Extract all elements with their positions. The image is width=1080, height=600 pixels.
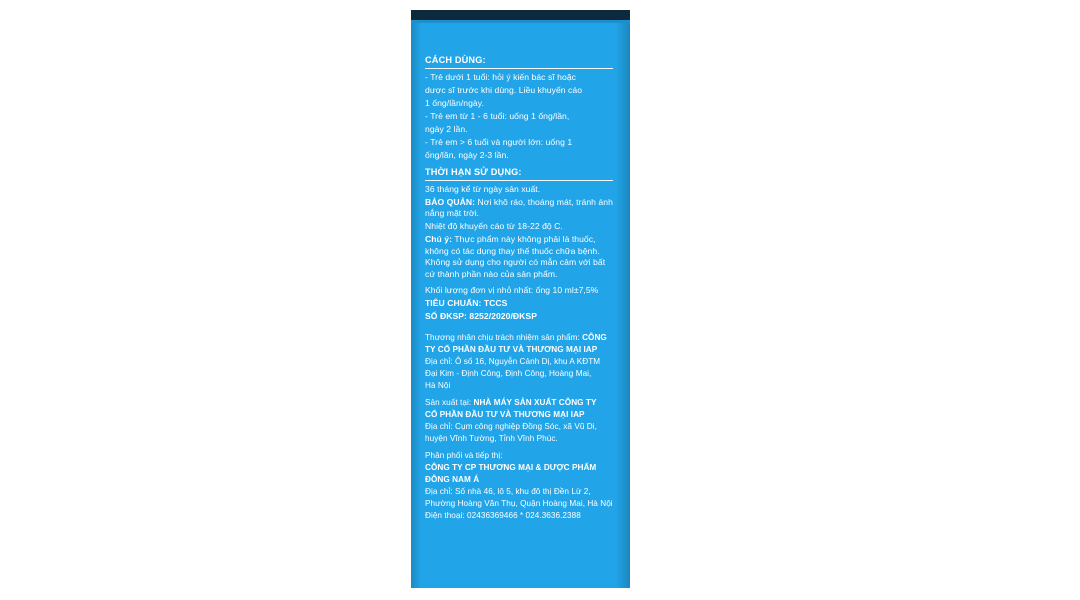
note-block: [425, 234, 613, 280]
phone-label: Điện thoại:: [425, 511, 468, 521]
registration-block: [425, 311, 613, 322]
address-text: Ô số 16, Nguyễn Cảnh Dị, khu A KĐTM: [455, 357, 601, 367]
storage-heading: BẢO QUẢN:: [425, 197, 476, 208]
responsible-party-line: [425, 332, 613, 343]
storage-temperature: Nhiệt độ khuyến cáo từ 18-22 độ C.: [425, 221, 563, 232]
note-heading: Chú ý:: [425, 234, 453, 245]
manufacturer-company: CỔ PHẦN ĐẦU TƯ VÀ THƯƠNG MẠI IAP: [425, 410, 585, 420]
address-label: Địa chỉ:: [425, 357, 456, 367]
registration-heading: SỐ ĐKSP:: [425, 311, 467, 322]
carton-right-shading: [616, 23, 630, 588]
responsible-party-company: TY CỔ PHẦN ĐẦU TƯ VÀ THƯƠNG MẠI IAP: [425, 345, 598, 355]
manufacturer-label: Sản xuất tại:: [425, 398, 474, 408]
address-text: Cụm công nghiệp Đồng Sóc, xã Vũ Di,: [455, 422, 597, 432]
product-carton-side-panel: [411, 10, 630, 588]
usage-heading: CÁCH DÙNG:: [425, 55, 486, 65]
address-label: Địa chỉ:: [425, 422, 456, 432]
registration-value: 8252/2020/ĐKSP: [466, 311, 537, 322]
distributor-phone-line: [425, 510, 613, 521]
usage-line: ống/lần, ngày 2-3 lần.: [425, 149, 509, 160]
carton-top-edge: [411, 10, 630, 23]
usage-divider: [425, 68, 613, 69]
distributor-label: Phân phối và tiếp thị:: [425, 451, 503, 461]
usage-line: - Trẻ em từ 1 - 6 tuổi: uống 1 ống/lần,: [425, 111, 570, 122]
storage-block: [425, 197, 613, 220]
shelf-life-heading: THỜI HẠN SỬ DỤNG:: [425, 166, 522, 177]
carton-left-shading: [411, 23, 421, 588]
phone-value: 02436369466 * 024.3636.2388: [467, 511, 581, 521]
responsible-party-label: Thương nhân chịu trách nhiệm sản phẩm:: [425, 333, 583, 343]
distributor-address-line: [425, 486, 613, 497]
standard-value: TCCS: [481, 298, 508, 309]
usage-lines: [425, 72, 613, 161]
manufacturer-line: [425, 397, 613, 408]
address-text: Phường Hoàng Văn Thụ, Quận Hoàng Mai, Hà Nội: [425, 499, 613, 509]
label-text-column: [425, 55, 613, 522]
usage-line: dược sĩ trước khi dùng. Liều khuyến cáo: [425, 85, 583, 96]
shelf-life-text: 36 tháng kể từ ngày sản xuất.: [425, 184, 541, 195]
note-text: Thực phẩm này không phải là thuốc, không có tác dụng thay thế thuốc chữa bệnh. Không sử dụng cho người có mẫn cảm với bất cứ thành phần nào của sản phẩm.: [425, 234, 606, 279]
usage-line: - Trẻ em > 6 tuổi và người lớn: uống 1: [425, 136, 573, 147]
responsible-party-address-line: [425, 356, 613, 367]
manufacturer-company: NHÀ MÁY SẢN XUẤT CÔNG TY: [473, 398, 597, 408]
company-info-block: [425, 332, 613, 521]
net-weight-text: Khối lượng đơn vị nhỏ nhất: ống 10 ml±7,5%: [425, 285, 599, 296]
address-label: Địa chỉ:: [425, 487, 456, 497]
address-text: Đại Kim - Định Công, Định Công, Hoàng Mai,: [425, 369, 592, 379]
usage-line: - Trẻ dưới 1 tuổi: hỏi ý kiến bác sĩ hoặc: [425, 72, 577, 83]
distributor-company: CÔNG TY CP THƯƠNG MẠI & DƯỢC PHẨM: [425, 463, 597, 473]
address-text: Số nhà 46, lô 5, khu đô thị Đền Lừ 2,: [455, 487, 591, 497]
address-text: huyện Vĩnh Tường, Tỉnh Vĩnh Phúc.: [425, 434, 558, 444]
storage-text: Nơi khô ráo, thoáng mát, tránh ánh nắng mặt trời.: [425, 197, 613, 219]
usage-line: ngày 2 lần.: [425, 124, 468, 135]
shelf-life-divider: [425, 180, 613, 181]
usage-line: 1 ống/lần/ngày.: [425, 98, 484, 109]
standard-heading: TIÊU CHUẨN:: [425, 298, 482, 309]
manufacturer-address-line: [425, 421, 613, 432]
standard-block: [425, 298, 613, 309]
distributor-company: ĐÔNG NAM Á: [425, 475, 480, 485]
responsible-party-company: CÔNG: [582, 333, 607, 343]
address-text: Hà Nội: [425, 381, 451, 391]
